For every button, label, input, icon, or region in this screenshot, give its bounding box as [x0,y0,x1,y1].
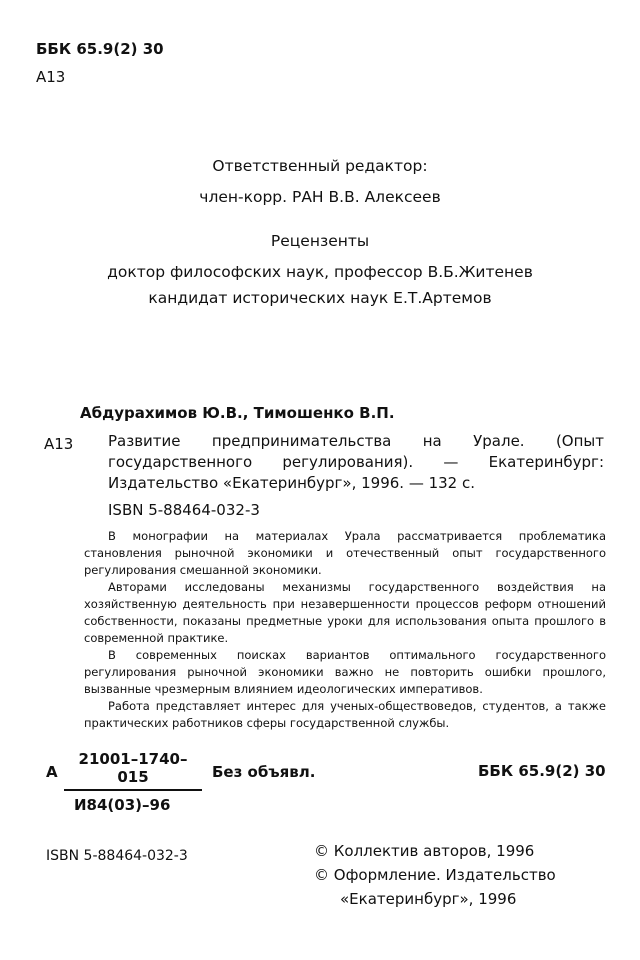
editor-name: член-корр. РАН В.В. Алексеев [199,188,441,206]
bbk-code-header: ББК 65.9(2) 30 [36,40,164,58]
copyright-design: © Оформление. Издательство [314,866,556,884]
catalog-description: Развитие предпринимательства на Урале. (Опыт государственного регулирования). — Екатеринбург: Издательство «Екатеринбург», 1996. — 132 с. [108,432,604,492]
catalog-isbn: ISBN 5-88464-032-3 [108,501,260,519]
abstract-paragraph: Работа представляет интерес для ученых-обществоведов, студентов, а также практических работников сферы государственной службы. [84,699,606,730]
catalog-card-code: А13 [44,435,74,453]
abstract-paragraph: Авторами исследованы механизмы государственного воздействия на хозяйственную деятельность при незавершенности процессов реформ отношений собственности, показаны предметные уроки для использования опыта прошлого в современной практике. [84,580,606,645]
no-price-label: Без объявл. [212,763,316,781]
bbk-code-footer: ББК 65.9(2) 30 [478,762,606,780]
editor-label: Ответственный редактор: [212,157,428,175]
reviewer-1: доктор философских наук, профессор В.Б.Житенев [107,263,533,281]
isbn-footer: ISBN 5-88464-032-3 [46,848,188,864]
index-fraction-top: 21001–1740–015 [64,750,202,791]
index-letter: А [46,763,58,781]
copyright-authors: © Коллектив авторов, 1996 [314,842,535,860]
abstract-paragraph: В монографии на материалах Урала рассматривается проблематика становления рыночной экономики и отечественный опыт государственного регулирования смешанной экономики. [84,529,606,577]
catalog-authors: Абдурахимов Ю.В., Тимошенко В.П. [80,404,395,422]
reviewer-2: кандидат исторических наук Е.Т.Артемов [148,289,492,307]
copyright-publisher: «Екатеринбург», 1996 [340,890,517,908]
index-fraction-bottom: И84(03)–96 [74,796,171,814]
abstract-paragraph: В современных поисках вариантов оптимального государственного регулирования рыночной экономики важно не повторить ошибки прошлого, вызванные чрезмерным влиянием идеологических императивов. [84,648,606,696]
index-fraction [64,750,202,814]
reviewers-label: Рецензенты [270,232,370,250]
abstract [84,528,606,732]
catalog-code-header: А13 [36,68,66,86]
